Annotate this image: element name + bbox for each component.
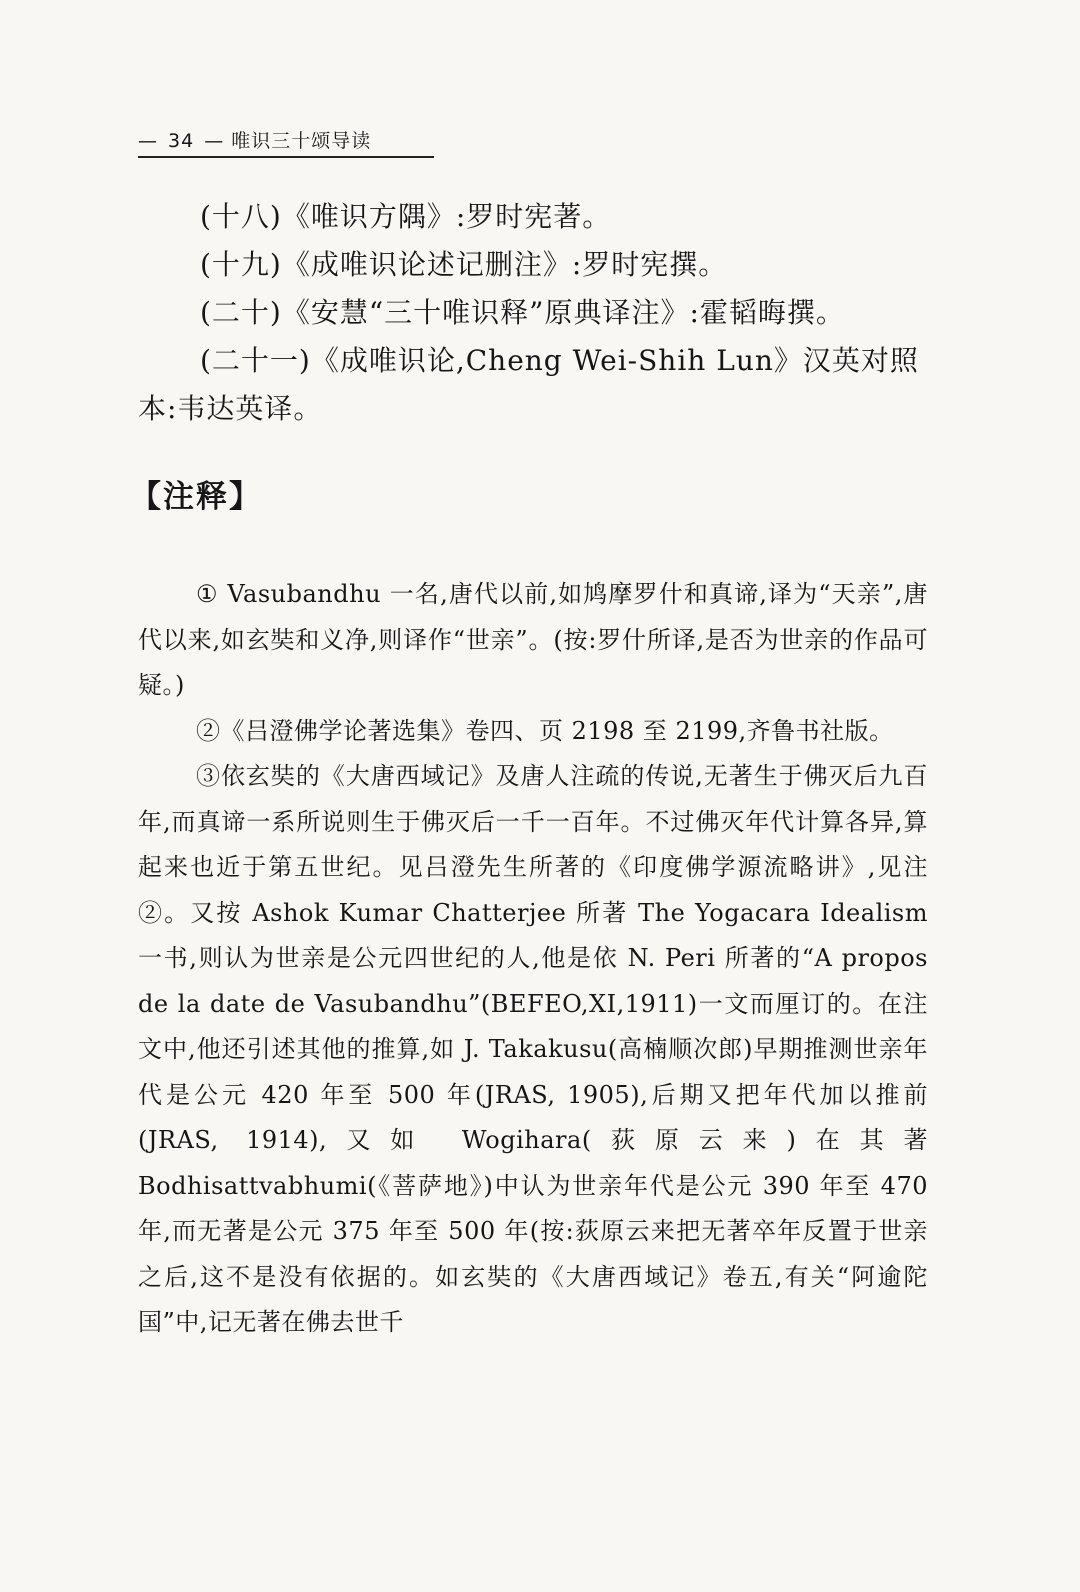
bibliography-entry: (十八)《唯识方隅》:罗时宪著。 <box>200 200 612 233</box>
header-dash-left: — <box>138 130 158 152</box>
book-title: 唯识三十颂导读 <box>231 130 372 152</box>
note-paragraph: ① Vasubandhu 一名,唐代以前,如鸠摩罗什和真谛,译为“天亲”,唐代以来,如玄奘和义净,则译作“世亲”。(按:罗什所译,是否为世亲的作品可疑。) <box>138 580 928 699</box>
bibliography-entry: (十九)《成唯识论述记删注》:罗时宪撰。 <box>200 248 728 281</box>
bibliography-list <box>138 193 928 433</box>
page-number: 34 <box>168 130 195 152</box>
notes-body <box>138 572 928 1346</box>
bibliography-entry: (二十一)《成唯识论,Cheng Wei-Shih Lun》汉英对照本:韦达英译。 <box>138 344 919 425</box>
note-paragraph: ②《吕澄佛学论著选集》卷四、页 2198 至 2199,齐鲁书社版。 <box>196 716 894 745</box>
bibliography-entry: (二十)《安慧“三十唯识释”原典译注》:霍韬晦撰。 <box>200 296 845 329</box>
note-paragraph: ③依玄奘的《大唐西域记》及唐人注疏的传说,无著生于佛灭后九百年,而真谛一系所说则生于佛灭后一千一百年。不过佛灭年代计算各异,算起来也近于第五世纪。见吕澄先生所著的《印度佛学源流略讲》,见注②。又按 Ashok Kumar Chatterjee 所著 The Yogacara Idealism 一书,则认为世亲是公元四世纪的人,他是依 N. Peri 所著的“A propos de la date de Vasubandhu”(BEFEO,XI,1911)一文而厘订的。在注文中,他还引述其他的推算,如 J. Takakusu(高楠顺次郎)早期推测世亲年代是公元 420 年至 500 年(JRAS, 1905),后期又把年代加以推前(JRAS, 1914),又如 Wogihara(荻原云来)在其著 Bodhisattvabhumi(《菩萨地》)中认为世亲年代是公元 390 年至 470 年,而无著是公元 375 年至 500 年(按:荻原云来把无著卒年反置于世亲之后,这不是没有依据的。如玄奘的《大唐西域记》卷五,有关“阿逾陀国”中,记无著在佛去世千 <box>138 762 928 1336</box>
running-header <box>138 126 434 158</box>
header-dash-right: — <box>204 130 225 152</box>
notes-heading: 【注释】 <box>130 479 262 515</box>
